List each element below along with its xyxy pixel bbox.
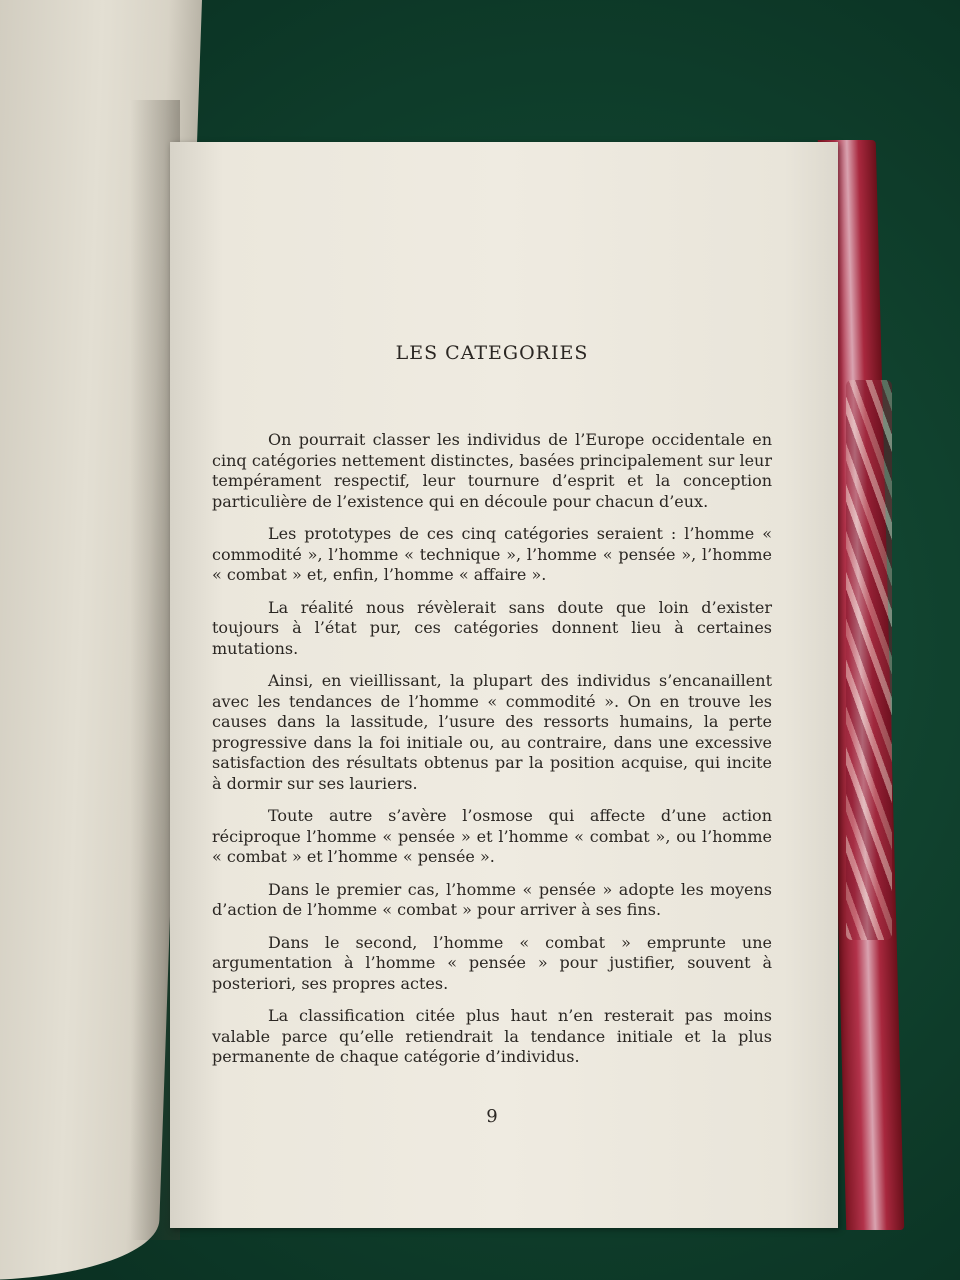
paragraph-2: Les prototypes de ces cinq catégories seraient : l’homme « commodité », l’homme « technique », l’homme « pensée », l’homme « combat » et, enfin, l’homme « affaire ».	[212, 524, 772, 584]
page-number: 9	[486, 1106, 498, 1127]
paragraph-5: Toute autre s’avère l’osmose qui affecte d’une action réciproque l’homme « pensée » et l’homme « combat », ou l’homme « combat » et l’homme « pensée ».	[212, 806, 772, 866]
paragraph-3: La réalité nous révèlerait sans doute que loin d’exister toujours à l’état pur, ces catégories donnent lieu à certaines mutations.	[212, 597, 772, 658]
chapter-heading: LES CATEGORIES	[395, 342, 589, 364]
body-text	[212, 430, 772, 1080]
paragraph-4: Ainsi, en vieillissant, la plupart des individus s’encanaillent avec les tendances de l’homme « commodité ». On en trouve les causes dans la lassitude, l’usure des ressorts humains, la perte progressive dans la foi initiale ou, au contraire, dans une excessive satisfaction des résultats obtenus par la position acquise, qui incite à dormir sur ses lauriers.	[212, 671, 772, 793]
paragraph-6: Dans le premier cas, l’homme « pensée » adopte les moyens d’action de l’homme « combat » pour arriver à ses fins.	[212, 879, 772, 919]
paragraph-8: La classification citée plus haut n’en resterait pas moins valable parce qu’elle retiendrait la tendance initiale et la plus permanente de chaque catégorie d’individus.	[212, 1006, 772, 1066]
paragraph-7: Dans le second, l’homme « combat » emprunte une argumentation à l’homme « pensée » pour justifier, souvent à posteriori, ses propres actes.	[212, 932, 772, 993]
paragraph-1: On pourrait classer les individus de l’Europe occidentale en cinq catégories nettement distinctes, basées principalement sur leur tempérament respectif, leur tournure d’esprit et la conception particulière de l’existence qui en découle pour chacun d’eux.	[212, 430, 772, 511]
right-page	[170, 142, 838, 1228]
marbled-endpaper	[846, 380, 892, 940]
